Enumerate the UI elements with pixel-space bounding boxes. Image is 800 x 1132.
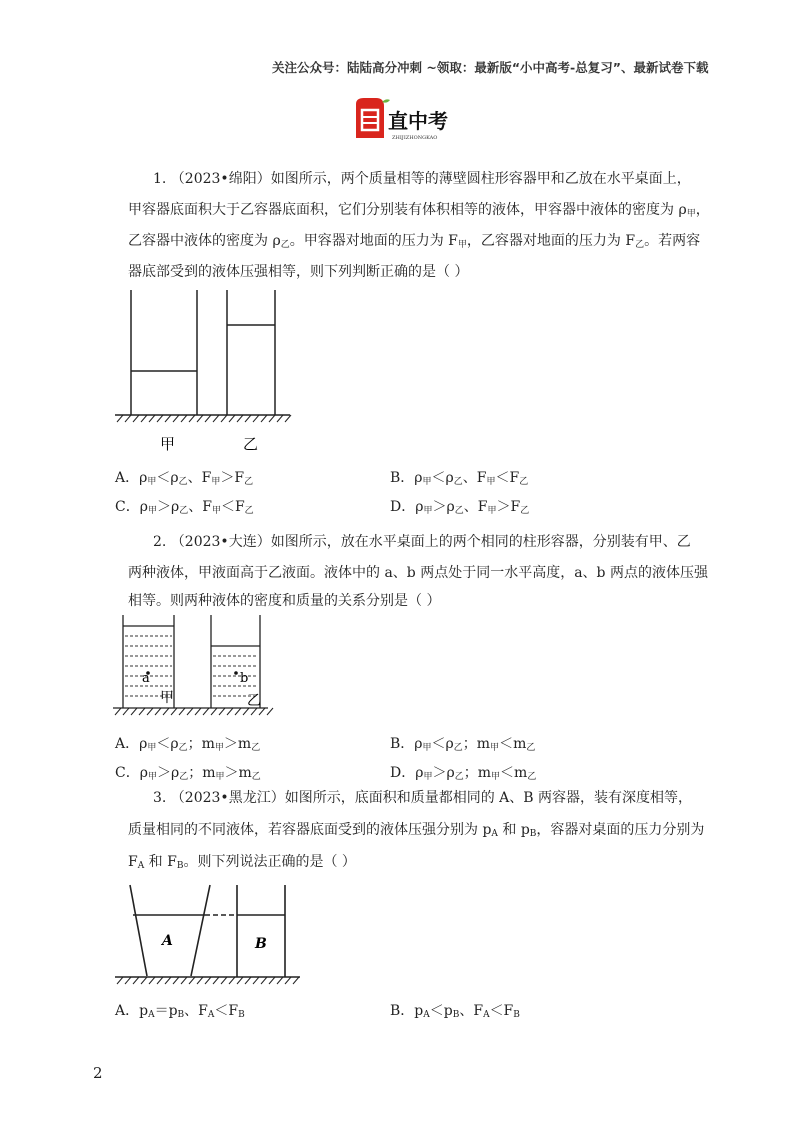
text-segment: 3. （2023•黑龙江）如图所示，底面积和质量都相同的 A、B 两容器，装有深度相等， [153, 790, 692, 806]
text-segment: ，乙容器对地面的压力为 F [466, 233, 636, 249]
text-segment: ＝p [154, 1003, 178, 1019]
subscript: 甲 [422, 477, 432, 487]
ground-hatch [293, 977, 299, 984]
subscript: 乙 [251, 743, 261, 753]
subscript: 甲 [686, 209, 696, 219]
ground-hatch [157, 977, 163, 984]
ground-hatch [181, 977, 187, 984]
subscript: B [513, 1010, 520, 1020]
text-segment: 相等。则两种液体的密度和质量的关系分别是（ ） [128, 593, 441, 609]
subscript: 甲 [490, 743, 500, 753]
text-segment: 1. （2023•绵阳）如图所示，两个质量相等的薄壁圆柱形容器甲和乙放在水平桌面上， [153, 171, 691, 187]
text-segment: ＜ρ [156, 470, 179, 486]
subscript: A [423, 1010, 430, 1020]
subscript: A [207, 1010, 215, 1020]
subscript: B [238, 1010, 245, 1020]
text-segment: ＞ρ [432, 765, 455, 781]
subscript: 乙 [526, 743, 536, 753]
text-segment: 、F [188, 499, 212, 515]
ground-hatch [117, 977, 123, 984]
page-number: 2 [93, 1064, 103, 1082]
text-segment: 和 p [497, 822, 530, 838]
label-a: a [142, 671, 150, 686]
text-segment: 、F [184, 1003, 208, 1019]
subscript: 甲 [487, 506, 497, 516]
text-segment: 、F [459, 1003, 484, 1019]
label-B: B [255, 936, 267, 952]
ground-hatch [165, 977, 171, 984]
page-header: 关注公众号：陆陆高分冲刺 ~领取：最新版“小中高考-总复习”、最新试卷下载 [272, 60, 709, 75]
ground-hatch [213, 977, 219, 984]
text-segment: 两种液体，甲液面高于乙液面。液体中的 a、b 两点处于同一水平高度，a、b 两点的液体压强 [128, 565, 708, 581]
subscript: A [483, 1010, 490, 1020]
ground-hatch [285, 977, 291, 984]
text-segment: ＞m [224, 765, 252, 781]
subscript: 甲 [147, 772, 157, 782]
text-segment: B．ρ [390, 470, 423, 486]
text-segment: C．ρ [115, 765, 148, 781]
subscript: 甲 [215, 772, 225, 782]
text-segment: D．ρ [390, 499, 424, 515]
text-segment: B．p [390, 1003, 424, 1019]
text-segment: ；m [188, 765, 216, 781]
text-segment: 、F [462, 470, 487, 486]
subscript: 乙 [179, 772, 189, 782]
subscript: 甲 [211, 477, 221, 487]
subscript: 乙 [454, 506, 464, 516]
text-segment: 2. （2023•大连）如图所示，放在水平桌面上的两个相同的柱形容器，分别装有甲、乙 [153, 534, 691, 550]
text-segment: ；m [463, 765, 492, 781]
text-segment: A．ρ [115, 736, 148, 752]
subscript: 乙 [454, 772, 464, 782]
ground-hatch [189, 977, 195, 984]
ground-hatch [237, 977, 243, 984]
text-segment: ＜F [495, 470, 520, 486]
text-segment: ＜F [214, 1003, 239, 1019]
text-segment: ＜ρ [431, 470, 454, 486]
ground-hatch [261, 977, 267, 984]
label-yi: 乙 [247, 693, 261, 709]
ground-hatch [149, 977, 155, 984]
text-segment: 、F [463, 499, 488, 515]
subscript: 甲 [214, 743, 224, 753]
ground-hatch [277, 977, 283, 984]
ground-hatch [133, 977, 139, 984]
text-segment: 器底部受到的液体压强相等，则下列判断正确的是（ ） [128, 264, 469, 280]
text-segment: ＞F [496, 499, 521, 515]
text-segment: 。若两容 [644, 233, 701, 249]
logo-subtitle: ZHIJIZHONGKAO [392, 135, 438, 141]
text-segment: ＜ρ [156, 736, 179, 752]
text-segment: ＜m [500, 765, 528, 781]
text-segment: ＞ρ [432, 499, 455, 515]
subscript: 乙 [251, 772, 261, 782]
subscript: 乙 [280, 240, 290, 250]
text-segment: 、F [187, 470, 212, 486]
text-segment: ；m [187, 736, 215, 752]
text-segment: ；m [462, 736, 491, 752]
ground-hatch [221, 977, 227, 984]
subscript: 乙 [527, 772, 537, 782]
label-A: A [162, 933, 173, 949]
subscript: A [137, 861, 145, 871]
subscript: B [176, 861, 184, 871]
ground-hatch [229, 977, 235, 984]
text-segment: 和 F [144, 854, 177, 870]
subscript: A [491, 829, 498, 839]
subscript: 甲 [147, 506, 157, 516]
text-segment: ＞ρ [156, 765, 180, 781]
subscript: B [452, 1010, 460, 1020]
text-segment: 。甲容器对地面的压力为 F [289, 233, 458, 249]
subscript: 乙 [635, 240, 645, 250]
text-segment: ＜F [489, 1003, 514, 1019]
text-segment: ，容器对桌面的压力分别为 [536, 822, 705, 838]
text-segment: 。则下列说法正确的是（ ） [183, 854, 356, 870]
text-segment: D．ρ [390, 765, 424, 781]
text-segment: ＞m [223, 736, 252, 752]
subscript: 乙 [519, 477, 529, 487]
subscript: 乙 [453, 477, 463, 487]
text-segment: C．ρ [115, 499, 148, 515]
label-jia: 甲 [160, 435, 176, 453]
subscript: 乙 [178, 477, 188, 487]
text-segment: ＞ρ [156, 499, 180, 515]
subscript: 甲 [422, 743, 432, 753]
subscript: 乙 [178, 743, 188, 753]
ground-hatch [269, 977, 275, 984]
subscript: 甲 [423, 772, 433, 782]
ground-hatch [205, 977, 211, 984]
subscript: 乙 [244, 506, 254, 516]
text-segment: ， [695, 202, 710, 218]
text-segment: A．p [115, 1003, 149, 1019]
ground-hatch [197, 977, 203, 984]
text-segment: ＜m [499, 736, 527, 752]
ground-hatch [245, 977, 251, 984]
subscript: 甲 [147, 743, 157, 753]
subscript: 甲 [491, 772, 501, 782]
subscript: 甲 [457, 240, 467, 250]
subscript: 甲 [486, 477, 496, 487]
subscript: B [177, 1010, 185, 1020]
ground-hatch [173, 977, 179, 984]
text-segment: ＜F [220, 499, 245, 515]
logo-brand: 直中考 [388, 109, 448, 133]
label-jia: 甲 [160, 690, 174, 706]
subscript: B [529, 829, 537, 839]
text-segment: 质量相同的不同液体，若容器底面受到的液体压强分别为 p [128, 822, 492, 838]
subscript: 乙 [520, 506, 530, 516]
text-segment: ＞F [220, 470, 245, 486]
subscript: A [148, 1010, 155, 1020]
subscript: 乙 [179, 506, 189, 516]
text-segment: 乙容器中液体的密度为 ρ [128, 233, 281, 249]
subscript: 甲 [147, 477, 157, 487]
ground-hatch [141, 977, 147, 984]
label-yi: 乙 [243, 435, 259, 453]
label-b: b [240, 671, 249, 686]
text-segment: ＜p [429, 1003, 453, 1019]
subscript: 甲 [211, 506, 221, 516]
text-segment: B．ρ [390, 736, 423, 752]
text-segment: ＜ρ [431, 736, 454, 752]
text-segment: A．ρ [115, 470, 148, 486]
subscript: 乙 [453, 743, 463, 753]
subscript: 甲 [423, 506, 433, 516]
text-segment: 甲容器底面积大于乙容器底面积，它们分别装有体积相等的液体，甲容器中液体的密度为 ρ [128, 202, 687, 218]
text-segment: F [128, 854, 138, 870]
ground-hatch [253, 977, 259, 984]
subscript: 乙 [244, 477, 254, 487]
ground-hatch [125, 977, 131, 984]
